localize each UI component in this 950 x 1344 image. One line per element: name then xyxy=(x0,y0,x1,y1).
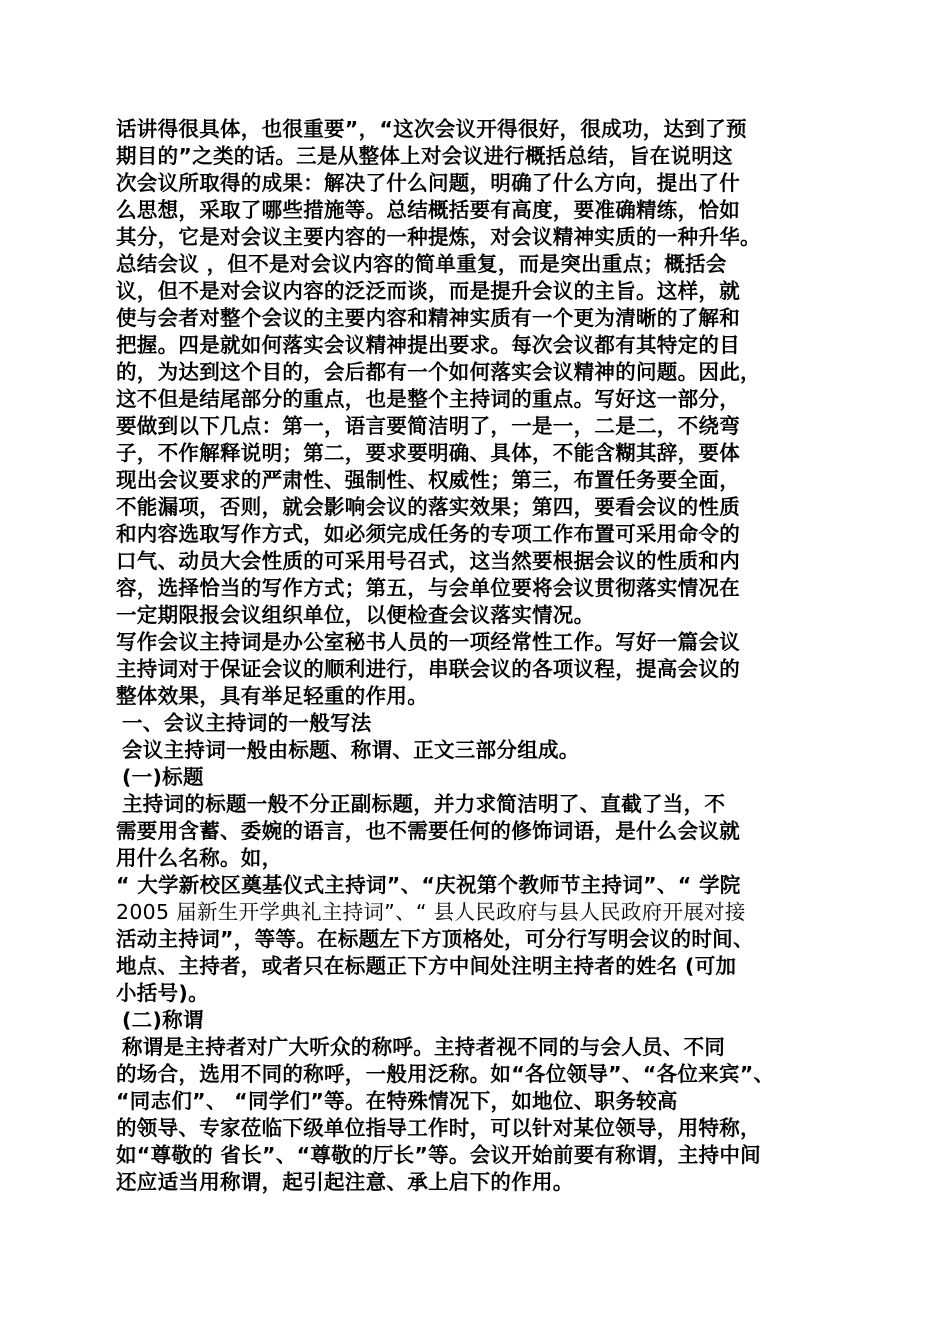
text-line: 总结会议 ，但不是对会议内容的简单重复，而是突出重点；概括会 xyxy=(116,252,727,276)
text-line: 主持词的标题一般不分正副标题，并力求简洁明了、直截了当，不 xyxy=(122,792,726,816)
text-line: 称谓是主持者对广大听众的称呼。主持者视不同的与会人员、不同 xyxy=(122,1035,726,1059)
text-line: 么思想，采取了哪些措施等。总结概括要有高度，要准确精练，恰如 xyxy=(116,198,740,222)
text-line: 不能漏项，否则，就会影响会议的落实效果；第四，要看会议的性质 xyxy=(116,495,740,519)
text-line: 2005 届新生开学典礼主持词”、“ 县人民政府与县人民政府开展对接 xyxy=(116,900,746,924)
text-line: 一定期限报会议组织单位，以便检查会议落实情况。 xyxy=(116,603,595,627)
text-line: 的场合，选用不同的称呼，一般用泛称。如“各位领导”、“各位来宾”、 xyxy=(116,1062,775,1086)
text-line: 次会议所取得的成果：解决了什么问题，明确了什么方向，提出了什 xyxy=(116,171,740,195)
text-line: 写作会议主持词是办公室秘书人员的一项经常性工作。写好一篇会议 xyxy=(116,630,740,654)
text-line: 还应适当用称谓，起引起注意、承上启下的作用。 xyxy=(116,1170,574,1194)
text-line: 的，为达到这个目的，会后都有一个如何落实会议精神的问题。因此， xyxy=(116,360,761,384)
subsection-heading: (二)称谓 xyxy=(122,1008,204,1032)
text-line: 容，选择恰当的写作方式；第五，与会单位要将会议贯彻落实情况在 xyxy=(116,576,740,600)
text-line: 需要用含蓄、委婉的语言，也不需要任何的修饰词语，是什么会议就 xyxy=(116,819,740,843)
text-line: 现出会议要求的严肃性、强制性、权威性；第三，布置任务要全面， xyxy=(116,468,740,492)
text-line: 其分，它是对会议主要内容的一种提炼，对会议精神实质的一种升华。 xyxy=(116,225,761,249)
text-line: 子，不作解释说明；第二，要求要明确、具体，不能含糊其辞，要体 xyxy=(116,441,740,465)
text-line: “ 大学新校区奠基仪式主持词”、“庆祝第个教师节主持词”、“ 学院 xyxy=(116,873,741,897)
text-line: 和内容选取写作方式，如必须完成任务的专项工作布置可采用命令的 xyxy=(116,522,740,546)
text-line: 这不但是结尾部分的重点，也是整个主持词的重点。写好这一部分， xyxy=(116,387,740,411)
text-line: “同志们”、 “同学们”等。在特殊情况下，如地位、职务较高 xyxy=(116,1089,678,1113)
text-line: 会议主持词一般由标题、称谓、正文三部分组成。 xyxy=(122,738,580,762)
text-line: 把握。四是就如何落实会议精神提出要求。每次会议都有其特定的目 xyxy=(116,333,740,357)
text-line: 如“尊敬的 省长”、“尊敬的厅长”等。会议开始前要有称谓，主持中间 xyxy=(116,1143,761,1167)
text-line: 要做到以下几点：第一，语言要简洁明了，一是一，二是二，不绕弯 xyxy=(116,414,740,438)
text-line: 小括号)。 xyxy=(116,981,209,1005)
text-line: 活动主持词”，等等。在标题左下方顶格处，可分行写明会议的时间、 xyxy=(116,927,754,951)
text-line: 的领导、专家莅临下级单位指导工作时，可以针对某位领导，用特称， xyxy=(116,1116,761,1140)
text-line: 期目的”之类的话。三是从整体上对会议进行概括总结，旨在说明这 xyxy=(116,144,733,168)
text-line: 使与会者对整个会议的主要内容和精神实质有一个更为清晰的了解和 xyxy=(116,306,740,330)
text-line: 用什么名称。如， xyxy=(116,846,283,870)
text-line: 地点、主持者，或者只在标题正下方中间处注明主持者的姓名 (可加 xyxy=(116,954,737,978)
text-line: 口气、动员大会性质的可采用号召式，这当然要根据会议的性质和内 xyxy=(116,549,740,573)
text-line: 话讲得很具体，也很重要”，“这次会议开得很好，很成功，达到了预 xyxy=(116,117,747,141)
text-line: 整体效果，具有举足轻重的作用。 xyxy=(116,684,428,708)
text-line: 议，但不是对会议内容的泛泛而谈，而是提升会议的主旨。这样，就 xyxy=(116,279,740,303)
document-body xyxy=(116,116,846,1196)
text-line: 主持词对于保证会议的顺利进行，串联会议的各项议程，提高会议的 xyxy=(116,657,740,681)
subsection-heading: (一)标题 xyxy=(122,765,204,789)
section-heading: 一、会议主持词的一般写法 xyxy=(122,711,372,735)
